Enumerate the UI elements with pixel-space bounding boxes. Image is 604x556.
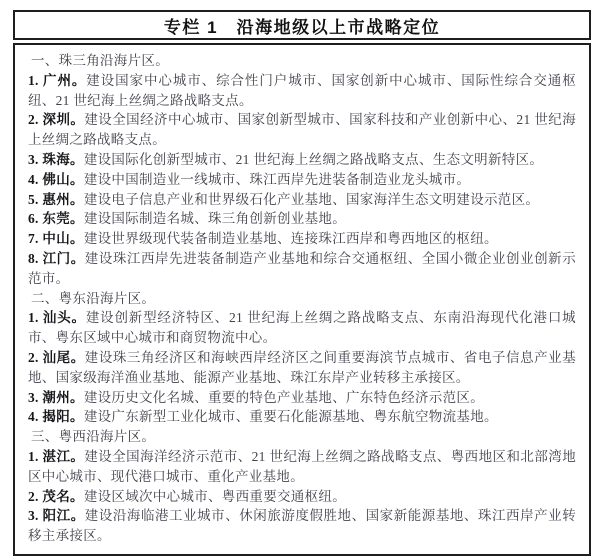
box-title-bar (13, 10, 591, 40)
city-item (28, 447, 576, 487)
city-description: 建设珠江西岸先进装备制造产业基地和综合交通枢纽、全国小微企业创业创新示范市。 (28, 250, 577, 286)
city-item (28, 348, 576, 388)
city-label: 1. 广州。 (28, 72, 87, 88)
section-heading: 一、珠三角沿海片区。 (31, 53, 169, 68)
city-label: 2. 茂名。 (28, 488, 84, 504)
city-label: 2. 汕尾。 (28, 349, 85, 365)
city-description: 建设电子信息产业和世界级石化产业基地、国家海洋生态文明建设示范区。 (83, 191, 540, 207)
city-label: 1. 湛江。 (28, 448, 85, 464)
city-item (28, 190, 576, 210)
city-description: 建设珠三角经济区和海峡西岸经济区之间重要海滨节点城市、省电子信息产业基地、国家级海洋渔业基地、能源产业基地、珠江东岸产业转移主承接区。 (28, 349, 577, 385)
city-label: 3. 潮州。 (28, 389, 84, 405)
box-title: 专栏 1 沿海地级以上市战略定位 (163, 17, 441, 37)
city-item (28, 308, 576, 348)
city-item (28, 110, 576, 150)
city-item (28, 229, 576, 249)
city-description: 建设国家中心城市、综合性门户城市、国家创新中心城市、国际性综合交通枢纽、21 世纪海上丝绸之路战略支点。 (28, 72, 576, 108)
city-item (28, 249, 576, 289)
city-item (28, 506, 576, 546)
section-heading: 二、粤东沿海片区。 (31, 290, 156, 306)
city-item (28, 487, 576, 507)
city-label: 4. 揭阳。 (28, 409, 84, 425)
city-item (28, 150, 576, 170)
city-description: 建设历史文化名城、重要的特色产业基地、广东特色经济示范区。 (83, 389, 485, 405)
city-label: 1. 汕头。 (28, 310, 86, 326)
box-body (13, 43, 591, 556)
city-description: 建设国际制造名城、珠三角创新创业基地。 (83, 211, 347, 227)
city-description: 建设区域次中心城市、粤西重要交通枢纽。 (83, 488, 347, 504)
city-description: 建设中国制造业一线城市、珠江西岸先进装备制造业龙头城市。 (83, 171, 471, 187)
city-description: 建设广东新型工业化城市、重要石化能源基地、粤东航空物流基地。 (83, 409, 498, 425)
city-description: 建设全国海洋经济示范市、21 世纪海上丝绸之路战略支点、粤西地区和北部湾地区中心城市、现代港口城市、重化产业基地。 (28, 448, 576, 484)
city-description: 建设沿海临港工业城市、休闲旅游度假胜地、国家新能源基地、珠江西岸产业转移主承接区。 (28, 508, 577, 544)
city-label: 4. 佛山。 (28, 171, 84, 187)
city-item (28, 170, 576, 190)
city-label: 3. 阳江。 (28, 508, 85, 524)
city-item (28, 388, 576, 408)
city-description: 建设全国经济中心城市、国家创新型城市、国家科技和产业创新中心、21 世纪海上丝绸之路战略支点。 (28, 112, 576, 148)
city-item (28, 71, 576, 111)
city-description: 建设创新型经济特区、21 世纪海上丝绸之路战略支点、东南沿海现代化港口城市、粤东区域中心城市和商贸物流中心。 (28, 310, 576, 346)
city-label: 6. 东莞。 (28, 211, 84, 227)
city-item (28, 407, 576, 427)
city-description: 建设世界级现代装备制造业基地、连接珠江西岸和粤西地区的枢纽。 (83, 231, 498, 247)
city-description: 建设国际化创新型城市、21 世纪海上丝绸之路战略支点、生态文明新特区。 (83, 151, 544, 167)
city-item (28, 209, 576, 229)
city-label: 8. 江门。 (28, 250, 85, 266)
city-label: 5. 惠州。 (28, 191, 84, 207)
section-heading: 三、粤西沿海片区。 (31, 429, 156, 445)
city-label: 7. 中山。 (28, 231, 84, 247)
city-label: 2. 深圳。 (28, 112, 85, 128)
city-label: 3. 珠海。 (28, 151, 84, 167)
